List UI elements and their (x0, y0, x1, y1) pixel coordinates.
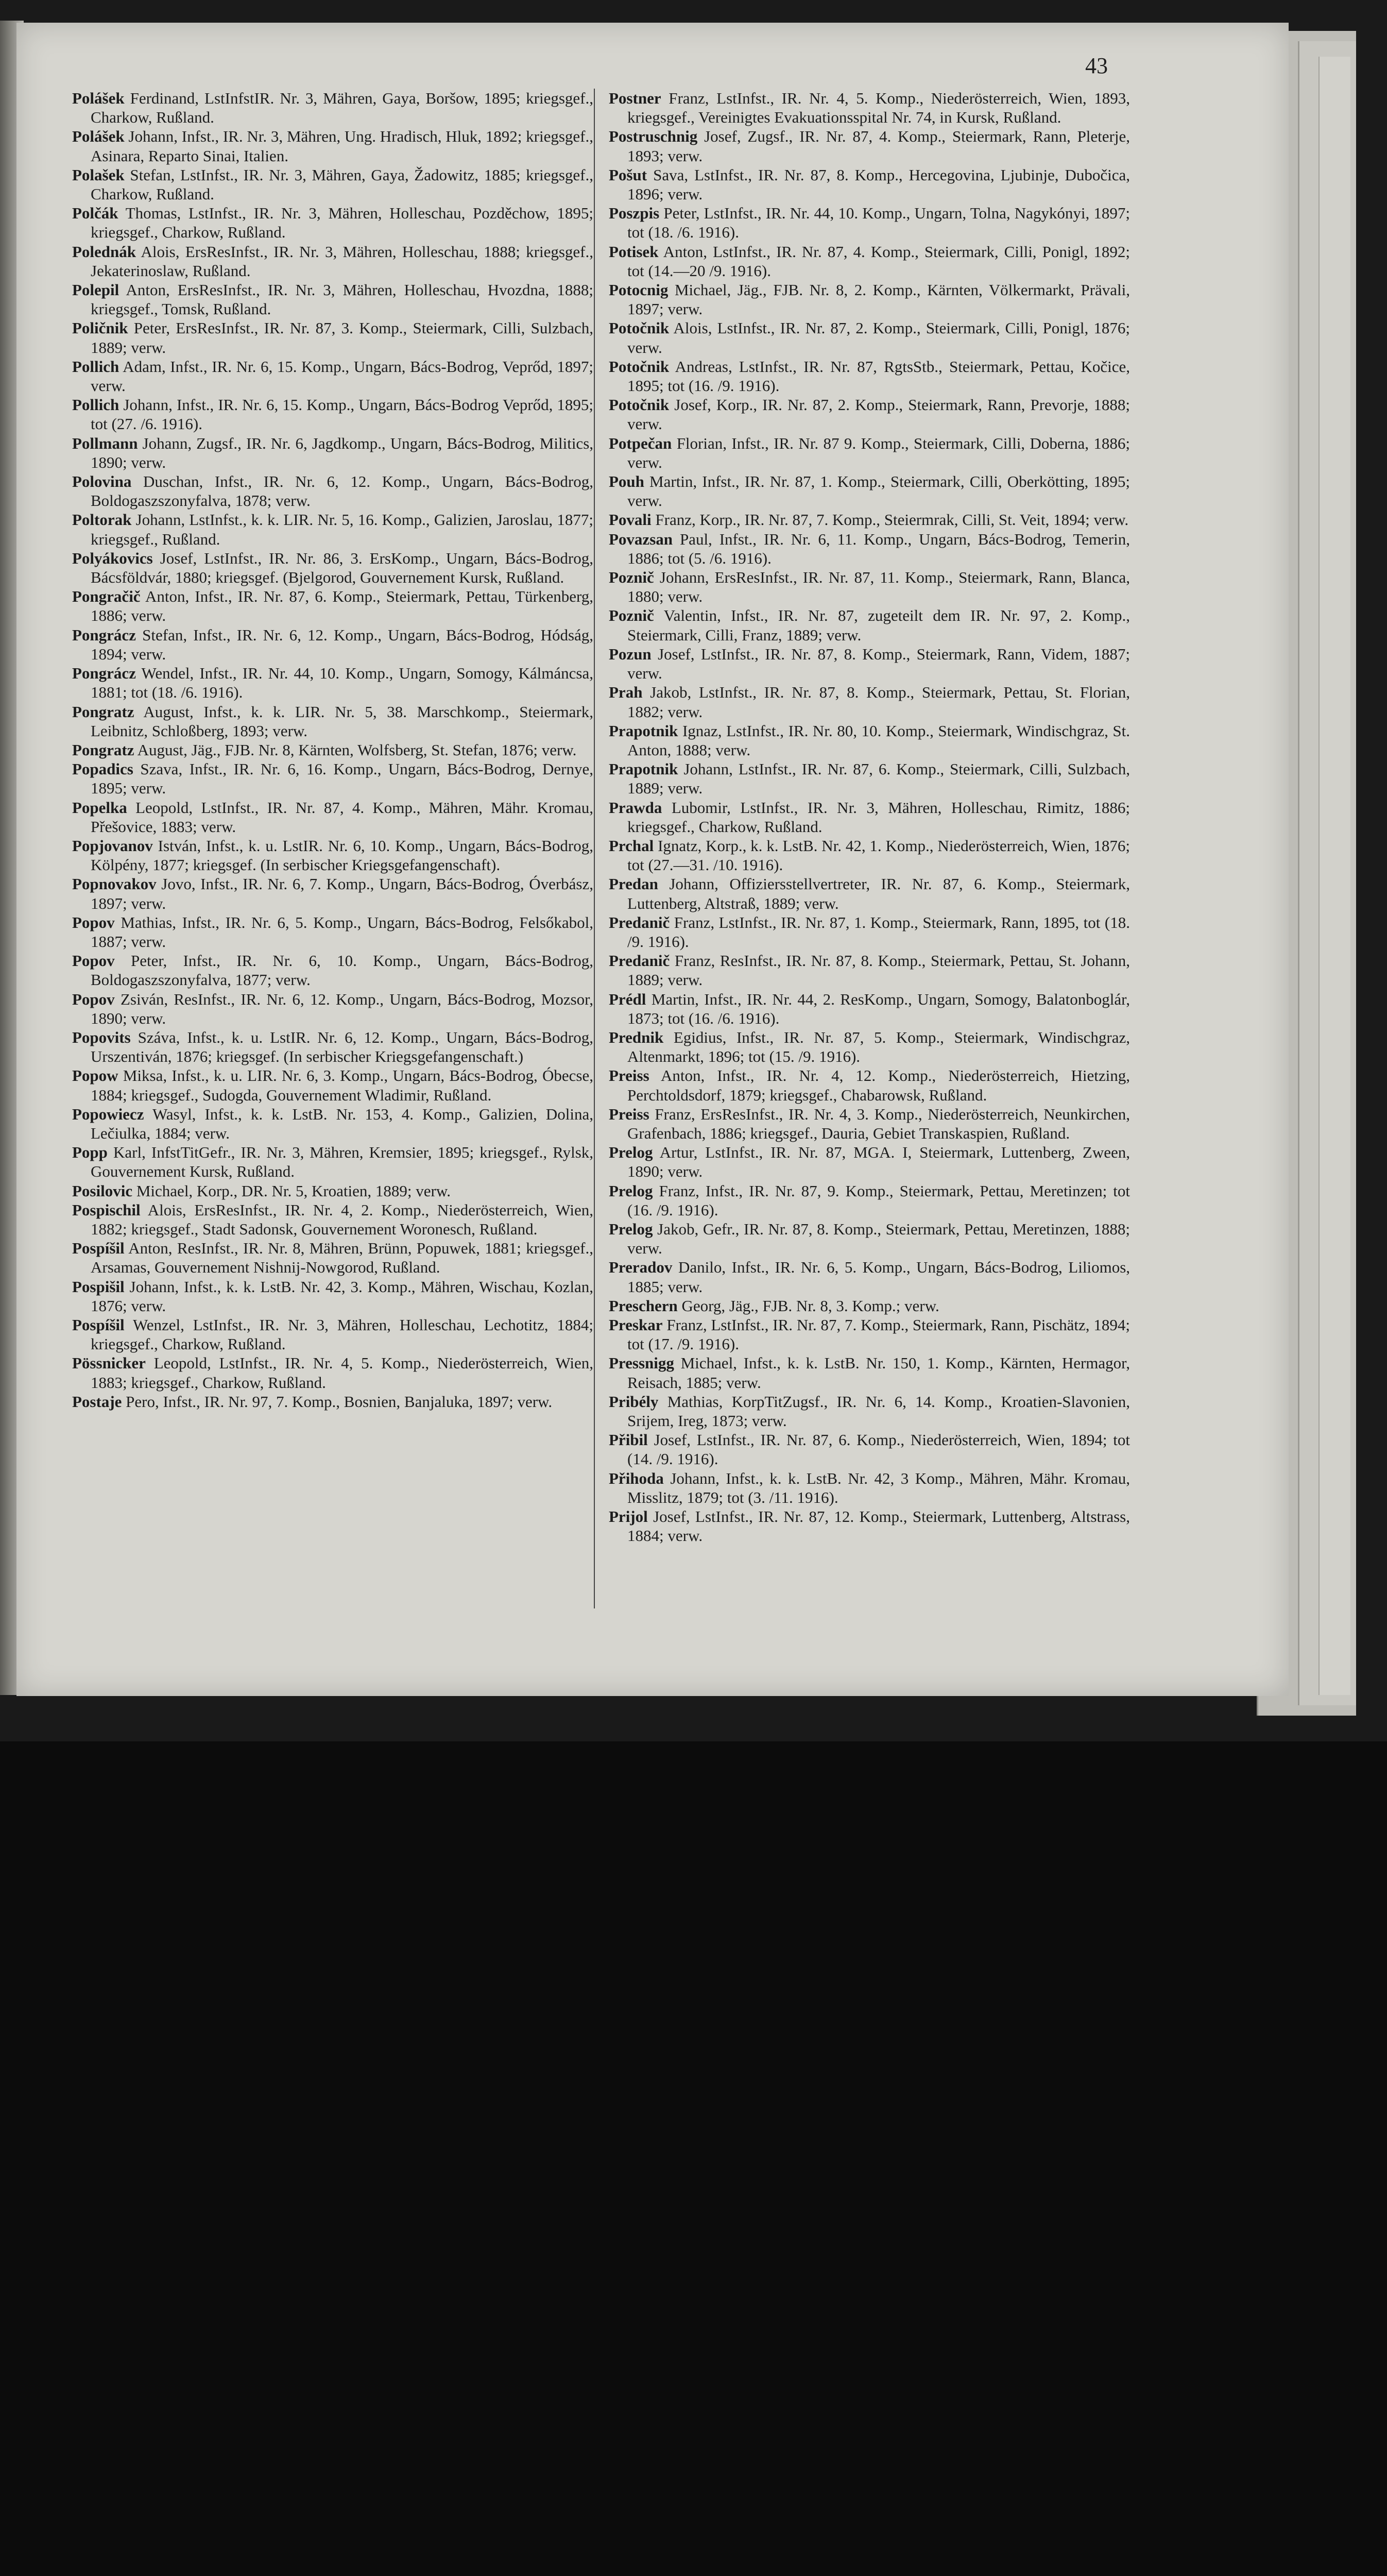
entry-surname: Prednik (609, 1028, 664, 1046)
entry-details: Miksa, Infst., k. u. LIR. Nr. 6, 3. Komp., Ungarn, Bács-Bodrog, Óbecse, 1884; kriegsgef., Sudogda, Gouvernement Wladimir, Rußland. (91, 1066, 593, 1104)
entry-details: Wasyl, Infst., k. k. LstB. Nr. 153, 4. Komp., Galizien, Dolina, Lečiulka, 1884; verw. (91, 1105, 593, 1142)
entry-details: Franz, LstInfst., IR. Nr. 4, 5. Komp., Niederösterreich, Wien, 1893, kriegsgef., Vereinigtes Evakuationsspital Nr. 74, in Kursk, Rußland. (627, 89, 1131, 127)
entry-surname: Poznič (609, 568, 654, 587)
entry-details: Georg, Jäg., FJB. Nr. 8, 3. Komp.; verw. (681, 1296, 939, 1315)
entry-details: Ferdinand, LstInfstIR. Nr. 3, Mähren, Gaya, Boršow, 1895; kriegsgef., Charkow, Rußland. (91, 89, 594, 127)
list-entry (72, 1143, 593, 1181)
list-entry (609, 204, 1130, 242)
list-entry (609, 1219, 1130, 1258)
list-entry (609, 836, 1130, 874)
entry-details: Ignaz, LstInfst., IR. Nr. 80, 10. Komp., Steiermark, Windischgraz, St. Anton, 1888; verw. (627, 721, 1131, 759)
entry-surname: Pozun (609, 645, 652, 663)
entry-details: Johann, ErsResInfst., IR. Nr. 87, 11. Komp., Steiermark, Rann, Blanca, 1880; verw. (627, 568, 1131, 606)
list-entry (72, 874, 593, 912)
entry-surname: Pospischil (72, 1200, 141, 1219)
entry-surname: Popjovanov (72, 836, 153, 855)
entry-surname: Přihoda (609, 1469, 664, 1487)
entry-surname: Prelog (609, 1143, 653, 1162)
entry-details: Martin, Infst., IR. Nr. 87, 1. Komp., Steiermark, Cilli, Oberkötting, 1895; verw. (627, 472, 1131, 510)
list-entry (609, 1430, 1130, 1468)
entry-details: Karl, InfstTitGefr., IR. Nr. 3, Mähren, Kremsier, 1895; kriegsgef., Rylsk, Gouvernement Kursk, Rußland. (91, 1143, 594, 1181)
entry-surname: Postruschnig (609, 127, 698, 146)
entry-details: Egidius, Infst., IR. Nr. 87, 5. Komp., Steiermark, Windischgraz, Altenmarkt, 1896; tot (15. /9. 1916). (627, 1028, 1130, 1066)
entry-details: Peter, ErsResInfst., IR. Nr. 87, 3. Komp., Steiermark, Cilli, Sulzbach, 1889; verw. (91, 319, 593, 357)
list-entry (72, 89, 593, 127)
entry-details: Florian, Infst., IR. Nr. 87 9. Komp., Steiermark, Cilli, Doberna, 1886; verw. (627, 434, 1130, 471)
list-entry (72, 798, 593, 836)
list-entry (72, 625, 593, 664)
entry-details: Alois, ErsResInfst., IR. Nr. 4, 2. Komp., Niederösterreich, Wien, 1882; kriegsgef., Stadt Sadonsk, Gouvernement Woronesch, Rußland. (91, 1200, 593, 1238)
entry-surname: Prédl (609, 990, 646, 1008)
entry-surname: Polašek (72, 165, 125, 184)
entry-details: Josef, Zugsf., IR. Nr. 87, 4. Komp., Steiermark, Rann, Pleterje, 1893; verw. (627, 127, 1130, 165)
entry-surname: Popow (72, 1066, 118, 1085)
list-entry (72, 127, 593, 165)
entry-surname: Popov (72, 952, 115, 970)
list-entry (72, 1353, 593, 1392)
entry-surname: Popnovakov (72, 875, 157, 893)
entry-details: Anton, ResInfst., IR. Nr. 8, Mähren, Brünn, Popuwek, 1881; kriegsgef., Arsamas, Gouvernement Nishnij-Nowgorod, Rußland. (91, 1239, 593, 1277)
list-entry (609, 1258, 1130, 1296)
entry-surname: Poznič (609, 606, 654, 625)
list-entry (609, 1105, 1130, 1143)
entry-surname: Popov (72, 990, 115, 1008)
entry-details: Johann, Offiziersstellvertreter, IR. Nr. 87, 6. Komp., Steiermark, Luttenberg, Altstraß, 1889; verw. (627, 875, 1131, 912)
entry-surname: Preradov (609, 1258, 673, 1277)
entry-details: Pero, Infst., IR. Nr. 97, 7. Komp., Bosnien, Banjaluka, 1897; verw. (126, 1392, 553, 1411)
entry-details: Alois, LstInfst., IR. Nr. 87, 2. Komp., Steiermark, Cilli, Ponigl, 1876; verw. (627, 319, 1130, 357)
entry-details: Peter, Infst., IR. Nr. 6, 10. Komp., Ungarn, Bács-Bodrog, Boldogaszszonyfalva, 1877; verw. (91, 952, 593, 989)
underlying-page (1318, 57, 1350, 1695)
list-entry (609, 472, 1130, 510)
list-entry (609, 990, 1130, 1028)
list-entry (609, 913, 1130, 951)
entry-details: Szava, Infst., IR. Nr. 6, 16. Komp., Ungarn, Bács-Bodrog, Dernye, 1895; verw. (91, 760, 594, 798)
entry-details: István, Infst., k. u. LstIR. Nr. 6, 10. Komp., Ungarn, Bács-Bodrog, Kölpény, 1877; kriegsgef. (In serbischer Kriegsgefangenschaft). (91, 836, 594, 874)
entry-surname: Postaje (72, 1392, 122, 1411)
entry-surname: Pongratz (72, 740, 134, 759)
entry-details: Ignatz, Korp., k. k. LstB. Nr. 42, 1. Komp., Niederösterreich, Wien, 1876; tot (27.—31. /10. 1916). (627, 836, 1131, 874)
list-entry (609, 89, 1130, 127)
entry-details: Franz, ResInfst., IR. Nr. 87, 8. Komp., Steiermark, Pettau, St. Johann, 1889; verw. (627, 952, 1131, 989)
entry-surname: Přibil (609, 1431, 648, 1449)
list-entry (609, 568, 1130, 606)
list-entry (609, 1028, 1130, 1066)
entry-surname: Popelka (72, 798, 127, 817)
list-entry (72, 242, 593, 280)
list-entry (609, 280, 1130, 318)
list-entry (609, 759, 1130, 798)
entry-details: Jakob, Gefr., IR. Nr. 87, 8. Komp., Steiermark, Pettau, Meretinzen, 1888; verw. (627, 1219, 1130, 1258)
entry-details: Johann, LstInfst., IR. Nr. 87, 6. Komp., Steiermark, Cilli, Sulzbach, 1889; verw. (627, 760, 1130, 798)
list-entry (609, 874, 1130, 912)
list-entry (609, 165, 1130, 204)
entry-surname: Polednák (72, 242, 136, 261)
entry-surname: Potpečan (609, 434, 672, 452)
entry-surname: Pongrácz (72, 625, 136, 644)
list-entry (609, 530, 1130, 568)
entry-surname: Poszpis (609, 204, 660, 223)
entry-surname: Pössnicker (72, 1354, 146, 1372)
list-entry (72, 702, 593, 740)
entry-surname: Polčák (72, 204, 118, 223)
list-entry (72, 1200, 593, 1239)
entry-details: Johann, Infst., k. k. LstB. Nr. 42, 3 Komp., Mähren, Mähr. Kromau, Misslitz, 1879; tot (3. /11. 1916). (627, 1469, 1130, 1506)
list-entry (609, 242, 1130, 280)
entry-details: Johann, Infst., IR. Nr. 6, 15. Komp., Ungarn, Bács-Bodrog Veprőd, 1895; tot (27. /6. 1916). (91, 396, 593, 433)
entry-details: Lubomir, LstInfst., IR. Nr. 3, Mähren, Holleschau, Rimitz, 1886; kriegsgef., Charkow, Rußland. (627, 798, 1130, 836)
entry-details: Mathias, Infst., IR. Nr. 6, 5. Komp., Ungarn, Bács-Bodrog, Felsőkabol, 1887; verw. (91, 913, 594, 951)
list-entry (609, 1507, 1130, 1545)
entry-details: Leopold, LstInfst., IR. Nr. 4, 5. Komp., Niederösterreich, Wien, 1883; kriegsgef., Charkow, Rußland. (91, 1354, 593, 1392)
entry-details: Michael, Infst., k. k. LstB. Nr. 150, 1. Komp., Kärnten, Hermagor, Reisach, 1885; verw. (627, 1354, 1130, 1392)
entry-surname: Preskar (609, 1316, 663, 1334)
entry-details: Josef, LstInfst., IR. Nr. 87, 12. Komp., Steiermark, Luttenberg, Altstrass, 1884; verw. (627, 1507, 1130, 1545)
entry-details: Johann, Zugsf., IR. Nr. 6, Jagdkomp., Ungarn, Bács-Bodrog, Militics, 1890; verw. (91, 434, 594, 471)
list-entry (609, 1315, 1130, 1353)
entry-surname: Pongračič (72, 587, 141, 606)
list-entry (609, 951, 1130, 989)
list-entry (72, 1277, 593, 1315)
list-entry (72, 165, 593, 204)
list-entry (609, 606, 1130, 644)
entry-surname: Popp (72, 1143, 108, 1162)
entry-details: Danilo, Infst., IR. Nr. 6, 5. Komp., Ungarn, Bács-Bodrog, Liliomos, 1885; verw. (627, 1258, 1131, 1296)
entry-surname: Popov (72, 913, 115, 931)
entry-surname: Preiss (609, 1066, 649, 1085)
entry-details: Jakob, LstInfst., IR. Nr. 87, 8. Komp., Steiermark, Pettau, St. Florian, 1882; verw. (627, 683, 1131, 721)
entry-details: Josef, Korp., IR. Nr. 87, 2. Komp., Steiermark, Rann, Prevorje, 1888; verw. (627, 396, 1130, 433)
entry-details: Thomas, LstInfst., IR. Nr. 3, Mähren, Holleschau, Pozděchow, 1895; kriegsgef., Charkow, Rußland. (91, 204, 593, 242)
document-page (16, 23, 1289, 1696)
entry-details: Andreas, LstInfst., IR. Nr. 87, RgtsStb., Steiermark, Pettau, Kočice, 1895; tot (16. /9. 1916). (627, 357, 1130, 395)
list-entry (609, 1143, 1130, 1181)
entry-details: Michael, Korp., DR. Nr. 5, Kroatien, 1889; verw. (136, 1181, 451, 1200)
list-entry (72, 204, 593, 242)
list-entry (609, 357, 1130, 395)
list-entry (72, 1066, 593, 1104)
list-entry (72, 1392, 593, 1411)
entry-surname: Potocnig (609, 281, 669, 299)
list-entry (609, 127, 1130, 165)
entry-details: Leopold, LstInfst., IR. Nr. 87, 4. Komp., Mähren, Mähr. Kromau, Přešovice, 1883; verw. (91, 798, 594, 836)
list-entry (72, 1315, 593, 1353)
list-entry (609, 1066, 1130, 1104)
list-entry (72, 1028, 593, 1066)
entry-surname: Povali (609, 511, 652, 529)
list-entry (609, 798, 1130, 836)
entry-surname: Potočnik (609, 396, 670, 414)
entry-surname: Pongrácz (72, 664, 136, 683)
entry-details: Peter, LstInfst., IR. Nr. 44, 10. Komp., Ungarn, Tolna, Nagykónyi, 1897; tot (18. /6. 1916). (627, 204, 1130, 242)
entry-surname: Poltorak (72, 511, 132, 529)
entry-details: Alois, ErsResInfst., IR. Nr. 3, Mähren, Holleschau, 1888; kriegsgef., Jekaterinoslaw, Rußland. (91, 242, 593, 280)
entry-surname: Popovits (72, 1028, 131, 1046)
entry-details: Valentin, Infst., IR. Nr. 87, zugeteilt dem IR. Nr. 97, 2. Komp., Steiermark, Cilli, Franz, 1889; verw. (627, 606, 1130, 644)
list-entry (72, 587, 593, 625)
list-entry (72, 318, 593, 357)
entry-surname: Postner (609, 89, 661, 107)
entry-surname: Polášek (72, 89, 125, 107)
entry-surname: Potočnik (609, 357, 670, 376)
entry-surname: Pouh (609, 472, 644, 491)
list-entry (72, 759, 593, 798)
entry-details: Josef, LstInfst., IR. Nr. 87, 6. Komp., Niederösterreich, Wien, 1894; tot (14. /9. 1916). (627, 1431, 1130, 1468)
left-column (72, 89, 593, 1411)
list-entry (72, 434, 593, 472)
entry-surname: Popadics (72, 760, 133, 778)
list-entry (72, 1239, 593, 1277)
list-entry (609, 1353, 1130, 1392)
entry-surname: Pollmann (72, 434, 138, 452)
entry-details: Adam, Infst., IR. Nr. 6, 15. Komp., Ungarn, Bács-Bodrog, Veprőd, 1897; verw. (91, 357, 593, 395)
viewer-footer (0, 1741, 1387, 1851)
list-entry (72, 836, 593, 874)
entry-surname: Prah (609, 683, 643, 702)
list-entry (72, 740, 593, 759)
entry-details: Stefan, LstInfst., IR. Nr. 3, Mähren, Gaya, Žadowitz, 1885; kriegsgef., Charkow, Rußland. (91, 165, 593, 204)
list-entry (609, 395, 1130, 433)
entry-surname: Pospíšil (72, 1239, 125, 1258)
entry-details: Stefan, Infst., IR. Nr. 6, 12. Komp., Ungarn, Bács-Bodrog, Hódság, 1894; verw. (91, 625, 594, 663)
entry-surname: Pollich (72, 357, 119, 376)
list-entry (609, 683, 1130, 721)
list-entry (609, 434, 1130, 472)
entry-details: Wenzel, LstInfst., IR. Nr. 3, Mähren, Holleschau, Lechotitz, 1884; kriegsgef., Charkow, Rußland. (91, 1316, 593, 1353)
entry-surname: Pošut (609, 165, 647, 184)
entry-surname: Potočnik (609, 319, 670, 337)
entry-details: Franz, Infst., IR. Nr. 87, 9. Komp., Steiermark, Pettau, Meretinzen; tot (16. /9. 1916). (627, 1181, 1131, 1219)
list-entry (72, 990, 593, 1028)
entry-details: Martin, Infst., IR. Nr. 44, 2. ResKomp., Ungarn, Somogy, Balatonboglár, 1873; tot (16. /6. 1916). (627, 990, 1130, 1027)
entry-surname: Povazsan (609, 530, 673, 548)
entry-surname: Pribély (609, 1392, 659, 1411)
list-entry (72, 280, 593, 318)
entry-details: Anton, Infst., IR. Nr. 87, 6. Komp., Steiermark, Pettau, Türkenberg, 1886; verw. (91, 587, 593, 625)
entry-details: Száva, Infst., k. u. LstIR. Nr. 6, 12. Komp., Ungarn, Bács-Bodrog, Urszentiván, 1876; kriegsgef. (In serbischer Kriegsgefangenschaft.) (91, 1028, 594, 1066)
entry-details: Josef, LstInfst., IR. Nr. 87, 8. Komp., Steiermark, Rann, Videm, 1887; verw. (627, 645, 1131, 683)
entry-surname: Pospišil (72, 1277, 125, 1296)
entry-surname: Potisek (609, 242, 659, 261)
entry-details: Sava, LstInfst., IR. Nr. 87, 8. Komp., Hercegovina, Ljubinje, Dubočica, 1896; verw. (627, 165, 1131, 204)
entry-surname: Prijol (609, 1507, 648, 1526)
entry-surname: Poličnik (72, 319, 128, 337)
list-entry (72, 951, 593, 989)
entry-details: Mathias, KorpTitZugsf., IR. Nr. 6, 14. Komp., Kroatien-Slavonien, Srijem, Ireg, 1873; verw. (627, 1392, 1130, 1430)
entry-surname: Pospíšil (72, 1316, 125, 1334)
page-number: 43 (1085, 53, 1108, 78)
entry-surname: Preiss (609, 1105, 649, 1123)
entry-surname: Pressnigg (609, 1354, 674, 1372)
list-entry (609, 1296, 1130, 1315)
list-entry (609, 721, 1130, 759)
list-entry (72, 357, 593, 395)
entry-details: Franz, ErsResInfst., IR. Nr. 4, 3. Komp., Niederösterreich, Neunkirchen, Grafenbach, 1886; kriegsgef., Dauria, Gebiet Transkaspien, Rußland. (627, 1105, 1131, 1142)
entry-details: Franz, LstInfst., IR. Nr. 87, 7. Komp., Steiermark, Rann, Pischätz, 1894; tot (17. /9. 1916). (627, 1316, 1131, 1353)
list-entry (609, 318, 1130, 357)
entry-surname: Polovina (72, 472, 132, 491)
right-column (609, 89, 1130, 1545)
entry-details: Jovo, Infst., IR. Nr. 6, 7. Komp., Ungarn, Bács-Bodrog, Óverbász, 1897; verw. (91, 875, 594, 912)
list-entry (72, 395, 593, 433)
list-entry (609, 1392, 1130, 1430)
list-entry (72, 913, 593, 951)
entry-surname: Prapotnik (609, 760, 678, 778)
list-entry (72, 1181, 593, 1200)
entry-details: Johann, LstInfst., k. k. LIR. Nr. 5, 16. Komp., Galizien, Jaroslau, 1877; kriegsgef., Rußland. (91, 511, 594, 548)
entry-surname: Preschern (609, 1296, 678, 1315)
entry-surname: Predanič (609, 913, 670, 931)
list-entry (72, 472, 593, 510)
entry-surname: Predan (609, 875, 658, 893)
entry-surname: Prapotnik (609, 721, 678, 740)
entry-details: Wendel, Infst., IR. Nr. 44, 10. Komp., Ungarn, Somogy, Kálmáncsa, 1881; tot (18. /6. 1916). (91, 664, 593, 702)
entry-surname: Pollich (72, 396, 119, 414)
entry-details: Franz, LstInfst., IR. Nr. 87, 1. Komp., Steiermark, Rann, 1895, tot (18. /9. 1916). (627, 913, 1130, 951)
entry-details: Johann, Infst., k. k. LstB. Nr. 42, 3. Komp., Mähren, Wischau, Kozlan, 1876; verw. (91, 1277, 594, 1315)
entry-surname: Polepil (72, 281, 119, 299)
entry-details: August, Jäg., FJB. Nr. 8, Kärnten, Wolfsberg, St. Stefan, 1876; verw. (137, 740, 577, 759)
list-entry (609, 510, 1130, 529)
column-divider (594, 89, 595, 1608)
entry-details: Michael, Jäg., FJB. Nr. 8, 2. Komp., Kärnten, Völkermarkt, Prävali, 1897; verw. (627, 281, 1130, 318)
entry-surname: Posilovic (72, 1181, 133, 1200)
list-entry (609, 1181, 1130, 1219)
entry-surname: Predanič (609, 952, 670, 970)
list-entry (609, 1469, 1130, 1507)
entry-surname: Pongratz (72, 702, 134, 721)
entry-details: Anton, ErsResInfst., IR. Nr. 3, Mähren, Holleschau, Hvozdna, 1888; kriegsgef., Tomsk, Rußland. (91, 281, 593, 318)
entry-details: Franz, Korp., IR. Nr. 87, 7. Komp., Steiermrak, Cilli, St. Veit, 1894; verw. (655, 511, 1129, 529)
entry-details: Anton, Infst., IR. Nr. 4, 12. Komp., Niederösterreich, Hietzing, Perchtoldsdorf, 1879; kriegsgef., Chabarowsk, Rußland. (627, 1066, 1130, 1104)
entry-surname: Prelog (609, 1181, 653, 1200)
entry-details: Anton, LstInfst., IR. Nr. 87, 4. Komp., Steiermark, Cilli, Ponigl, 1892; tot (14.—20 /9. 1916). (627, 242, 1130, 280)
entry-surname: Prawda (609, 798, 662, 817)
entry-details: Artur, LstInfst., IR. Nr. 87, MGA. I, Steiermark, Luttenberg, Zween, 1890; verw. (627, 1143, 1131, 1181)
entry-details: Johann, Infst., IR. Nr. 3, Mähren, Ung. Hradisch, Hluk, 1892; kriegsgef., Asinara, Reparto Sinai, Italien. (91, 127, 593, 165)
entry-surname: Prelog (609, 1219, 653, 1238)
entry-surname: Polášek (72, 127, 125, 146)
list-entry (72, 549, 593, 587)
list-entry (72, 510, 593, 548)
entry-details: Josef, LstInfst., IR. Nr. 86, 3. ErsKomp., Ungarn, Bács-Bodrog, Bácsföldvár, 1880; kriegsgef. (Bjelgorod, Gouvernement Kursk, Rußland. (91, 549, 593, 587)
list-entry (72, 1105, 593, 1143)
entry-details: August, Infst., k. k. LIR. Nr. 5, 38. Marschkomp., Steiermark, Leibnitz, Schloßberg, 1893; verw. (91, 702, 593, 740)
entry-surname: Polyákovics (72, 549, 153, 567)
entry-details: Zsiván, ResInfst., IR. Nr. 6, 12. Komp., Ungarn, Bács-Bodrog, Mozsor, 1890; verw. (91, 990, 594, 1027)
list-entry (72, 664, 593, 702)
list-entry (609, 645, 1130, 683)
entry-surname: Prchal (609, 836, 654, 855)
entry-surname: Popowiecz (72, 1105, 144, 1123)
entry-details: Paul, Infst., IR. Nr. 6, 11. Komp., Ungarn, Bács-Bodrog, Temerin, 1886; tot (5. /6. 1916). (627, 530, 1130, 567)
entry-details: Duschan, Infst., IR. Nr. 6, 12. Komp., Ungarn, Bács-Bodrog, Boldogaszszonyfalva, 1878; verw. (91, 472, 593, 510)
